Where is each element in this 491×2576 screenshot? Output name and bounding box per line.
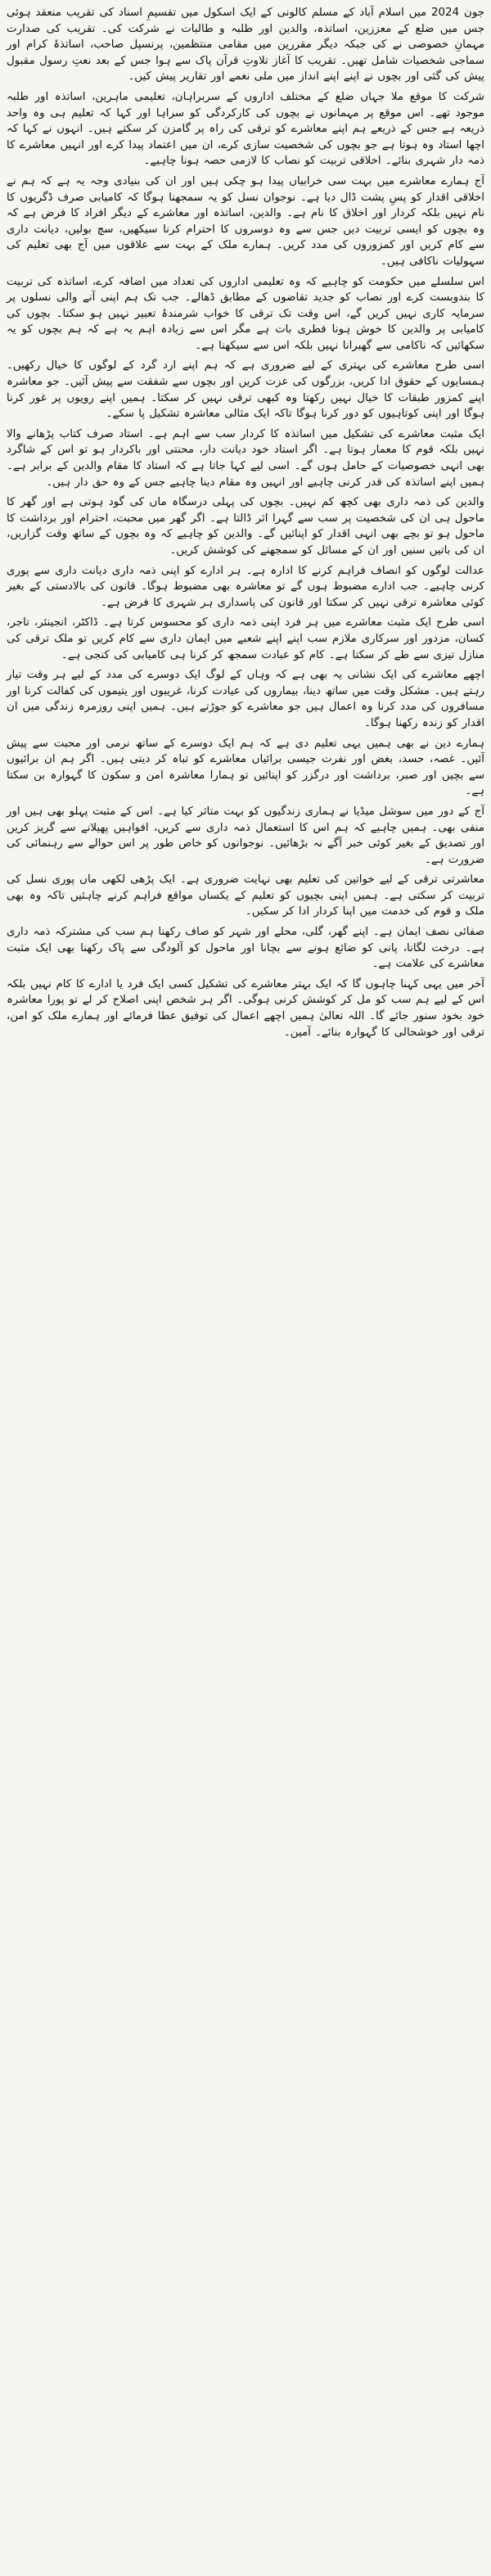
article-paragraph: والدین کی ذمہ داری بھی کچھ کم نہیں۔ بچوں کی پہلی درسگاہ ماں کی گود ہوتی ہے اور گھر کا ماحول ہی ان کی شخصیت پر سب سے گہرا اثر ڈالتا ہے۔ اگر گھر میں محبت، احترام اور برداشت کا ماحول ہو تو بچے بھی انہی اقدار کو اپنائیں گے۔ والدین کو چاہیے کہ وہ بچوں کے ساتھ وقت گزاریں، ان کی باتیں سنیں اور ان کے مسائل کو سمجھنے کی کوشش کریں۔ [7,496,484,557]
article-paragraph: اسی طرح معاشرے کی بہتری کے لیے ضروری ہے کہ ہم اپنے ارد گرد کے لوگوں کا خیال رکھیں۔ ہمسایوں کے حقوق ادا کریں، بزرگوں کی عزت کریں اور بچوں سے شفقت سے پیش آئیں۔ جو معاشرہ اپنے کمزور طبقات کا خیال نہیں رکھتا وہ کبھی ترقی نہیں کر سکتا۔ ہمیں اپنے رویوں پر غور کرنا ہوگا اور اپنی کوتاہیوں کو دور کرنا ہوگا تاکہ ایک مثالی معاشرہ تشکیل پا سکے۔ [7,359,484,421]
article-paragraph: ایک مثبت معاشرے کی تشکیل میں اساتذہ کا کردار سب سے اہم ہے۔ استاد صرف کتاب پڑھانے والا نہیں بلکہ قوم کا معمار ہوتا ہے۔ اگر استاد خود دیانت دار، محنتی اور باکردار ہو تو اس کے شاگرد بھی انہی خصوصیات کے حامل ہوں گے۔ اسی لیے کہا جاتا ہے کہ استاد کا مقام والدین کے برابر ہے۔ ہمیں اپنے اساتذہ کی قدر کرنی چاہیے اور انہیں وہ مقام دینا چاہیے جس کے وہ حق دار ہیں۔ [7,427,484,489]
article-paragraph: اسی طرح ایک مثبت معاشرے میں ہر فرد اپنی ذمہ داری کو محسوس کرتا ہے۔ ڈاکٹر، انجینئر، تاجر، کسان، مزدور اور سرکاری ملازم سب اپنے اپنے شعبے میں ایمان داری سے کام کریں تو ملک ترقی کی منازل تیزی سے طے کر سکتا ہے۔ کام کو عبادت سمجھ کر کرنا ہی کامیابی کی کنجی ہے۔ [7,616,484,661]
article-paragraph: عدالت لوگوں کو انصاف فراہم کرنے کا ادارہ ہے۔ ہر ادارے کو اپنی ذمہ داری دیانت داری سے پوری کرنی چاہیے۔ جب ادارے مضبوط ہوں گے تو معاشرہ بھی مضبوط ہوگا۔ قانون کی بالادستی کے بغیر کوئی معاشرہ ترقی نہیں کر سکتا اور قانون کی پاسداری ہر شہری کا فرض ہے۔ [7,564,484,609]
article-paragraph: شرکت کا موقع ملا جہاں ضلع کے مختلف اداروں کے سربراہان، تعلیمی ماہرین، اساتذہ اور طلبہ موجود تھے۔ اس موقع پر مہمانوں نے بچوں کی کارکردگی کو سراہا اور کہا کہ تعلیم ہی وہ واحد ذریعہ ہے جس کے ذریعے ہم اپنے معاشرے کو ترقی کی راہ پر گامزن کر سکتے ہیں۔ انہوں نے کہا کہ اچھا استاد وہ ہوتا ہے جو بچوں کی شخصیت سازی کرے، ان میں اعتماد پیدا کرے اور انہیں معاشرے کا ذمہ دار شہری بنائے۔ اخلاقی تربیت کو نصاب کا لازمی حصہ ہونا چاہیے۔ [7,90,484,168]
article-paragraph: معاشرتی ترقی کے لیے خواتین کی تعلیم بھی نہایت ضروری ہے۔ ایک پڑھی لکھی ماں پوری نسل کی تربیت کر سکتی ہے۔ ہمیں اپنی بچیوں کو تعلیم کے یکساں مواقع فراہم کرنے چاہئیں تاکہ وہ بھی ملک و قوم کی خدمت میں اپنا کردار ادا کر سکیں۔ [7,873,484,918]
article-paragraph: اچھے معاشرے کی ایک نشانی یہ بھی ہے کہ وہاں کے لوگ ایک دوسرے کی مدد کے لیے ہر وقت تیار رہتے ہیں۔ مشکل وقت میں ساتھ دینا، بیماروں کی عیادت کرنا، غریبوں اور یتیموں کی کفالت کرنا اور مسافروں کی مدد کرنا وہ اعمال ہیں جو معاشرے کو جوڑتے ہیں۔ ہمیں اپنی روزمرہ زندگی میں ان اقدار کو زندہ رکھنا ہوگا۔ [7,669,484,729]
article-paragraph: ہمارے دین نے بھی ہمیں یہی تعلیم دی ہے کہ ہم ایک دوسرے کے ساتھ نرمی اور محبت سے پیش آئیں۔ غصہ، حسد، بغض اور نفرت جیسی برائیاں معاشرے کو تباہ کر دیتی ہیں۔ اگر ہم ان برائیوں سے بچیں اور صبر، برداشت اور درگزر کو اپنائیں تو ہمارا معاشرہ امن و سکون کا گہوارہ بن سکتا ہے۔ [7,737,484,798]
article-paragraph: آخر میں یہی کہنا چاہوں گا کہ ایک بہتر معاشرے کی تشکیل کسی ایک فرد یا ادارے کا کام نہیں بلکہ اس کے لیے ہم سب کو مل کر کوشش کرنی ہوگی۔ اگر ہر شخص اپنی اصلاح کر لے تو پورا معاشرہ خود بخود سنور جائے گا۔ اللہ تعالیٰ ہمیں اچھے اعمال کی توفیق عطا فرمائے اور ہمارے ملک کو امن، ترقی اور خوشحالی کا گہوارہ بنائے۔ آمین۔ [7,977,484,1039]
article-paragraph: اس سلسلے میں حکومت کو چاہیے کہ وہ تعلیمی اداروں کی تعداد میں اضافہ کرے، اساتذہ کی تربیت کا بندوبست کرے اور نصاب کو جدید تقاضوں کے مطابق ڈھالے۔ جب تک ہم اپنی آنے والی نسلوں پر سرمایہ کاری نہیں کریں گے، اس وقت تک ترقی کا خواب شرمندۂ تعبیر نہیں ہو سکتا۔ بچوں کی کامیابی پر والدین کا خوش ہونا فطری بات ہے مگر اس سے زیادہ اہم یہ ہے کہ ہم بچوں کو یہ سکھائیں کہ ناکامی سے گھبرانا نہیں بلکہ اس سے سیکھنا ہے۔ [7,275,484,352]
article-paragraph: آج ہمارے معاشرے میں بہت سی خرابیاں پیدا ہو چکی ہیں اور ان کی بنیادی وجہ یہ ہے کہ ہم نے اخلاقی اقدار کو پسِ پشت ڈال دیا ہے۔ نوجوان نسل کو یہ سمجھنا ہوگا کہ کامیابی صرف ڈگریوں کا نام نہیں بلکہ کردار اور اخلاق کا نام ہے۔ والدین، اساتذہ اور معاشرے کے دیگر افراد کا فرض ہے کہ وہ بچوں کو ایسی تربیت دیں جس سے وہ دوسروں کا احترام کرنا سیکھیں، سچ بولیں، دیانت داری سے کام کریں اور کمزوروں کی مدد کریں۔ ہمارے ملک کے بہت سے علاقوں میں آج بھی تعلیم کی سہولیات ناکافی ہیں۔ [7,174,484,268]
article-paragraph: آج کے دور میں سوشل میڈیا نے ہماری زندگیوں کو بہت متاثر کیا ہے۔ اس کے مثبت پہلو بھی ہیں اور منفی بھی۔ ہمیں چاہیے کہ ہم اس کا استعمال ذمہ داری سے کریں، افواہیں پھیلانے سے گریز کریں اور تصدیق کے بغیر کوئی خبر آگے نہ بڑھائیں۔ نوجوانوں کو خاص طور پر اس حوالے سے رہنمائی کی ضرورت ہے۔ [7,805,484,866]
article-paragraph: صفائی نصف ایمان ہے۔ اپنے گھر، گلی، محلے اور شہر کو صاف رکھنا ہم سب کی مشترکہ ذمہ داری ہے۔ درخت لگانا، پانی کو ضائع ہونے سے بچانا اور ماحول کو آلودگی سے پاک رکھنا بھی ایک مثبت معاشرے کی علامت ہے۔ [7,926,484,971]
article-paragraph: جون 2024 میں اسلام آباد کے مسلم کالونی کے ایک اسکول میں تقسیمِ اسناد کی تقریب منعقد ہوئی جس میں ضلع کے معززین، اساتذہ، والدین اور طلبہ و طالبات نے شرکت کی۔ تقریب کی صدارت مہمانِ خصوصی نے کی جبکہ دیگر مقررین میں مقامی منتظمین، پرنسپل صاحب، اساتذۂ کرام اور سماجی شخصیات شامل تھیں۔ تقریب کا آغاز تلاوتِ قرآن پاک سے ہوا جس کے بعد نعتِ رسول مقبول پیش کی گئی اور بچوں نے اپنے اپنے انداز میں ملی نغمے اور تقاریر پیش کیں۔ [7,7,484,83]
